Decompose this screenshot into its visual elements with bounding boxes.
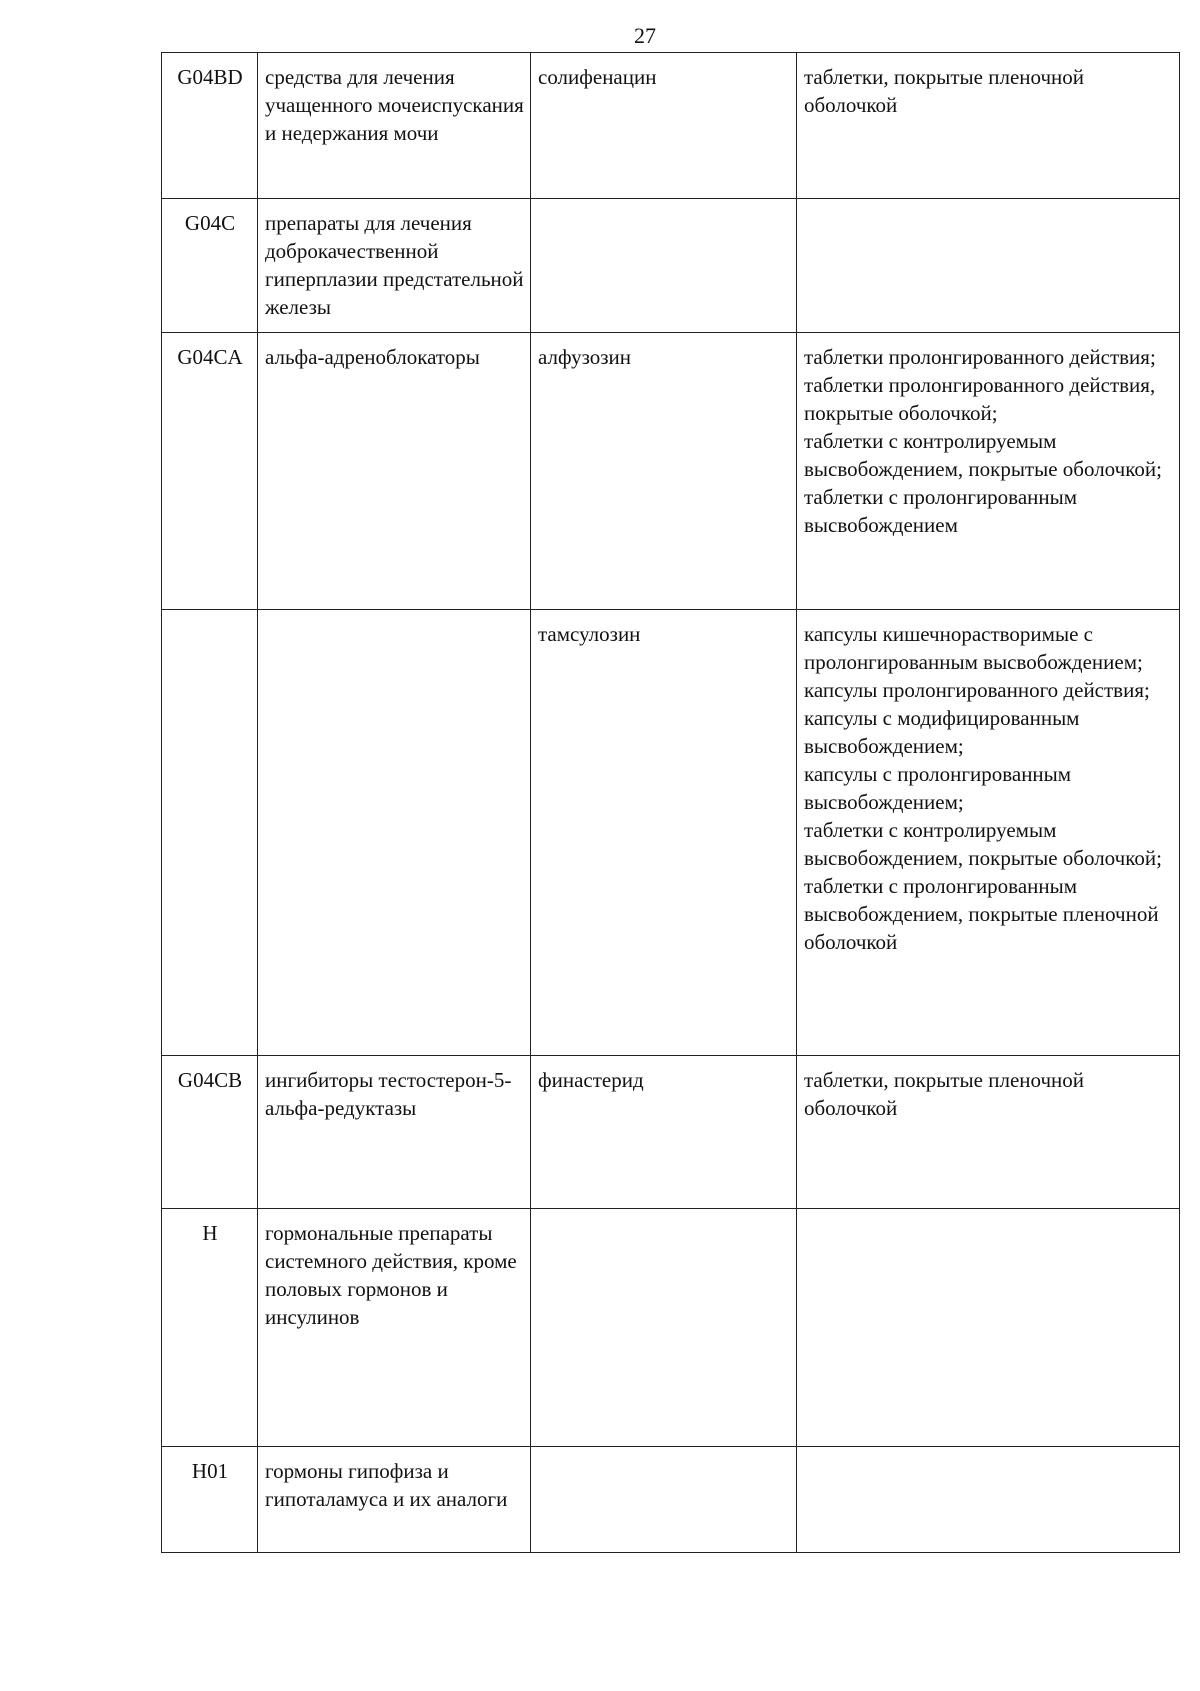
group-name-cell: гормоны гипофиза и гипоталамуса и их аналоги [258, 1447, 531, 1553]
table-row [162, 1447, 1180, 1553]
dosage-form-line: капсулы с пролонгированным высвобождением; [804, 762, 1072, 814]
drug-name-cell [531, 1209, 797, 1447]
medication-table [161, 52, 1180, 1553]
drug-name-cell [531, 199, 797, 333]
dosage-form-cell [797, 610, 1180, 1056]
atc-code-cell: H [162, 1209, 258, 1447]
group-name-cell: ингибиторы тестостерон-5-альфа-редуктазы [258, 1056, 531, 1209]
atc-code-cell: G04BD [162, 53, 258, 199]
dosage-form-line: таблетки с пролонгированным высвобождением [804, 485, 1078, 537]
atc-code-cell [162, 610, 258, 1056]
page-number: 27 [634, 23, 656, 48]
dosage-form-line: таблетки, покрытые пленочной оболочкой [804, 65, 1085, 117]
dosage-form-cell [797, 1056, 1180, 1209]
group-name-cell: средства для лечения учащенного мочеиспускания и недержания мочи [258, 53, 531, 199]
dosage-form-line: таблетки с контролируемым высвобождением, покрытые оболочкой; [804, 818, 1162, 870]
table-row [162, 199, 1180, 333]
dosage-form-cell [797, 333, 1180, 610]
dosage-form-line: таблетки, покрытые пленочной оболочкой [804, 1068, 1085, 1120]
group-name-cell [258, 610, 531, 1056]
dosage-form-cell [797, 199, 1180, 333]
dosage-form-cell [797, 1447, 1180, 1553]
dosage-form-cell [797, 1209, 1180, 1447]
dosage-form-line: капсулы пролонгированного действия; [804, 678, 1150, 702]
drug-name-cell [531, 1447, 797, 1553]
dosage-form-line: капсулы кишечнорастворимые с пролонгированным высвобождением; [804, 622, 1143, 674]
group-name-cell: гормональные препараты системного действия, кроме половых гормонов и инсулинов [258, 1209, 531, 1447]
dosage-form-cell [797, 53, 1180, 199]
dosage-form-line: таблетки пролонгированного действия; [804, 345, 1156, 369]
dosage-form-line: капсулы с модифицированным высвобождением; [804, 706, 1080, 758]
dosage-form-line: таблетки с пролонгированным высвобождением, покрытые пленочной оболочкой [804, 874, 1159, 954]
atc-code-cell: H01 [162, 1447, 258, 1553]
atc-code-cell: G04CA [162, 333, 258, 610]
atc-code-cell: G04C [162, 199, 258, 333]
drug-name-cell: финастерид [531, 1056, 797, 1209]
drug-name-cell: тамсулозин [531, 610, 797, 1056]
dosage-form-line: таблетки с контролируемым высвобождением, покрытые оболочкой; [804, 429, 1162, 481]
table-row [162, 1209, 1180, 1447]
drug-name-cell: солифенацин [531, 53, 797, 199]
drug-name-cell: алфузозин [531, 333, 797, 610]
atc-code-cell: G04CB [162, 1056, 258, 1209]
dosage-form-line: таблетки пролонгированного действия, покрытые оболочкой; [804, 373, 1156, 425]
table-row [162, 610, 1180, 1056]
table-row [162, 53, 1180, 199]
group-name-cell: препараты для лечения доброкачественной гиперплазии предстательной железы [258, 199, 531, 333]
table-row [162, 1056, 1180, 1209]
table-row [162, 333, 1180, 610]
group-name-cell: альфа-адреноблокаторы [258, 333, 531, 610]
